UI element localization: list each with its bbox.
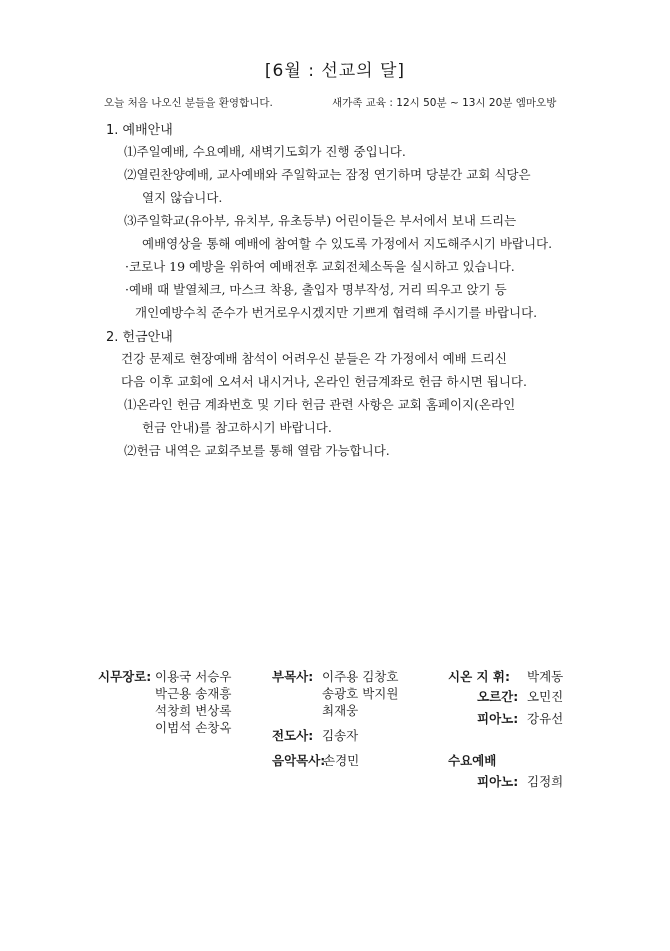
offering-paragraph-line-2: 다음 이후 교회에 오셔서 내시거나, 온라인 헌금계좌로 헌금 하시면 됩니다. [121,374,527,389]
piano-name: 강유선 [527,711,564,726]
music-pastor-name: 손경민 [323,753,360,768]
worship-item-3-line-1: ⑶주일학교(유아부, 유치부, 유초등부) 어린이들은 부서에서 보내 드리는 [124,213,517,228]
section-heading-worship: 1. 예배안내 [106,123,173,138]
staff-piano [477,710,518,727]
elders-row: 이용국 서승우 [155,669,232,684]
staff-assoc-pastor [272,668,313,685]
page-title: [6월 : 선교의 달] [264,61,406,81]
choir-director-name: 박계동 [527,669,564,684]
staff-choir-director [448,668,510,685]
elders-row: 이범석 손창옥 [155,720,232,735]
worship-bullet-2-line-2: 개인예방수칙 준수가 번거로우시겠지만 기쁘게 협력해 주시기를 바랍니다. [135,305,538,320]
newcomer-education-text: 새가족 교육 : 12시 50분 ~ 13시 20분 엠마오방 [332,97,557,109]
evangelist-label: 전도사: [272,728,314,743]
assoc-pastor-row: 최재웅 [322,703,359,718]
evangelist-name: 김송자 [322,728,359,743]
offering-paragraph-line-1: 건강 문제로 현장예배 참석이 어려우신 분들은 각 가정에서 예배 드리신 [121,351,507,366]
staff-elders [98,668,151,685]
elders-names [155,668,231,736]
welcome-text: 오늘 처음 나오신 분들을 환영합니다. [104,97,273,109]
assoc-pastor-row: 이주용 김창호 [322,669,399,684]
organ-name: 오민진 [527,689,564,704]
worship-item-1: ⑴주일예배, 수요예배, 새벽기도회가 진행 중입니다. [124,144,406,159]
worship-bullet-2-line-1: ·예배 때 발열체크, 마스크 착용, 출입자 명부작성, 거리 띄우고 앉기 등 [125,282,507,297]
elders-row: 석창희 변상록 [155,703,232,718]
section-heading-offering: 2. 헌금안내 [106,330,173,345]
staff-evangelist [272,727,313,744]
offering-item-1-line-1: ⑴온라인 헌금 계좌번호 및 기타 헌금 관련 사항은 교회 홈페이지(온라인 [124,397,516,412]
wednesday-piano-name: 김정희 [527,774,564,789]
offering-item-1-line-2: 헌금 안내)를 참고하시기 바랍니다. [142,420,332,435]
elders-label: 시무장로: [98,669,152,684]
worship-item-2-line-1: ⑵열린찬양예배, 교사예배와 주일학교는 잠정 연기하며 당분간 교회 식당은 [124,167,531,182]
piano-label: 피아노: [477,711,519,726]
assoc-pastor-names [322,668,398,719]
offering-item-2: ⑵헌금 내역은 교회주보를 통해 열람 가능합니다. [124,443,390,458]
staff-organ [477,688,518,705]
worship-bullet-1: ·코로나 19 예방을 위하여 예배전후 교회전체소독을 실시하고 있습니다. [125,259,515,274]
worship-item-3-line-2: 예배영상을 통해 예배에 참여할 수 있도록 가정에서 지도해주시기 바랍니다. [142,236,553,251]
staff-wednesday-service [448,752,496,769]
choir-director-label: 시온 지 휘: [448,669,511,684]
music-pastor-label: 음악목사: [272,753,326,768]
staff-wednesday-piano [477,773,518,790]
wednesday-service-label: 수요예배 [448,753,497,768]
assoc-pastor-row: 송광호 박지원 [322,686,399,701]
elders-row: 박근용 송재흥 [155,686,232,701]
staff-music-pastor [272,752,325,769]
wednesday-piano-label: 피아노: [477,774,519,789]
assoc-pastor-label: 부목사: [272,669,314,684]
worship-item-2-line-2: 열지 않습니다. [142,190,223,205]
organ-label: 오르간: [477,689,519,704]
